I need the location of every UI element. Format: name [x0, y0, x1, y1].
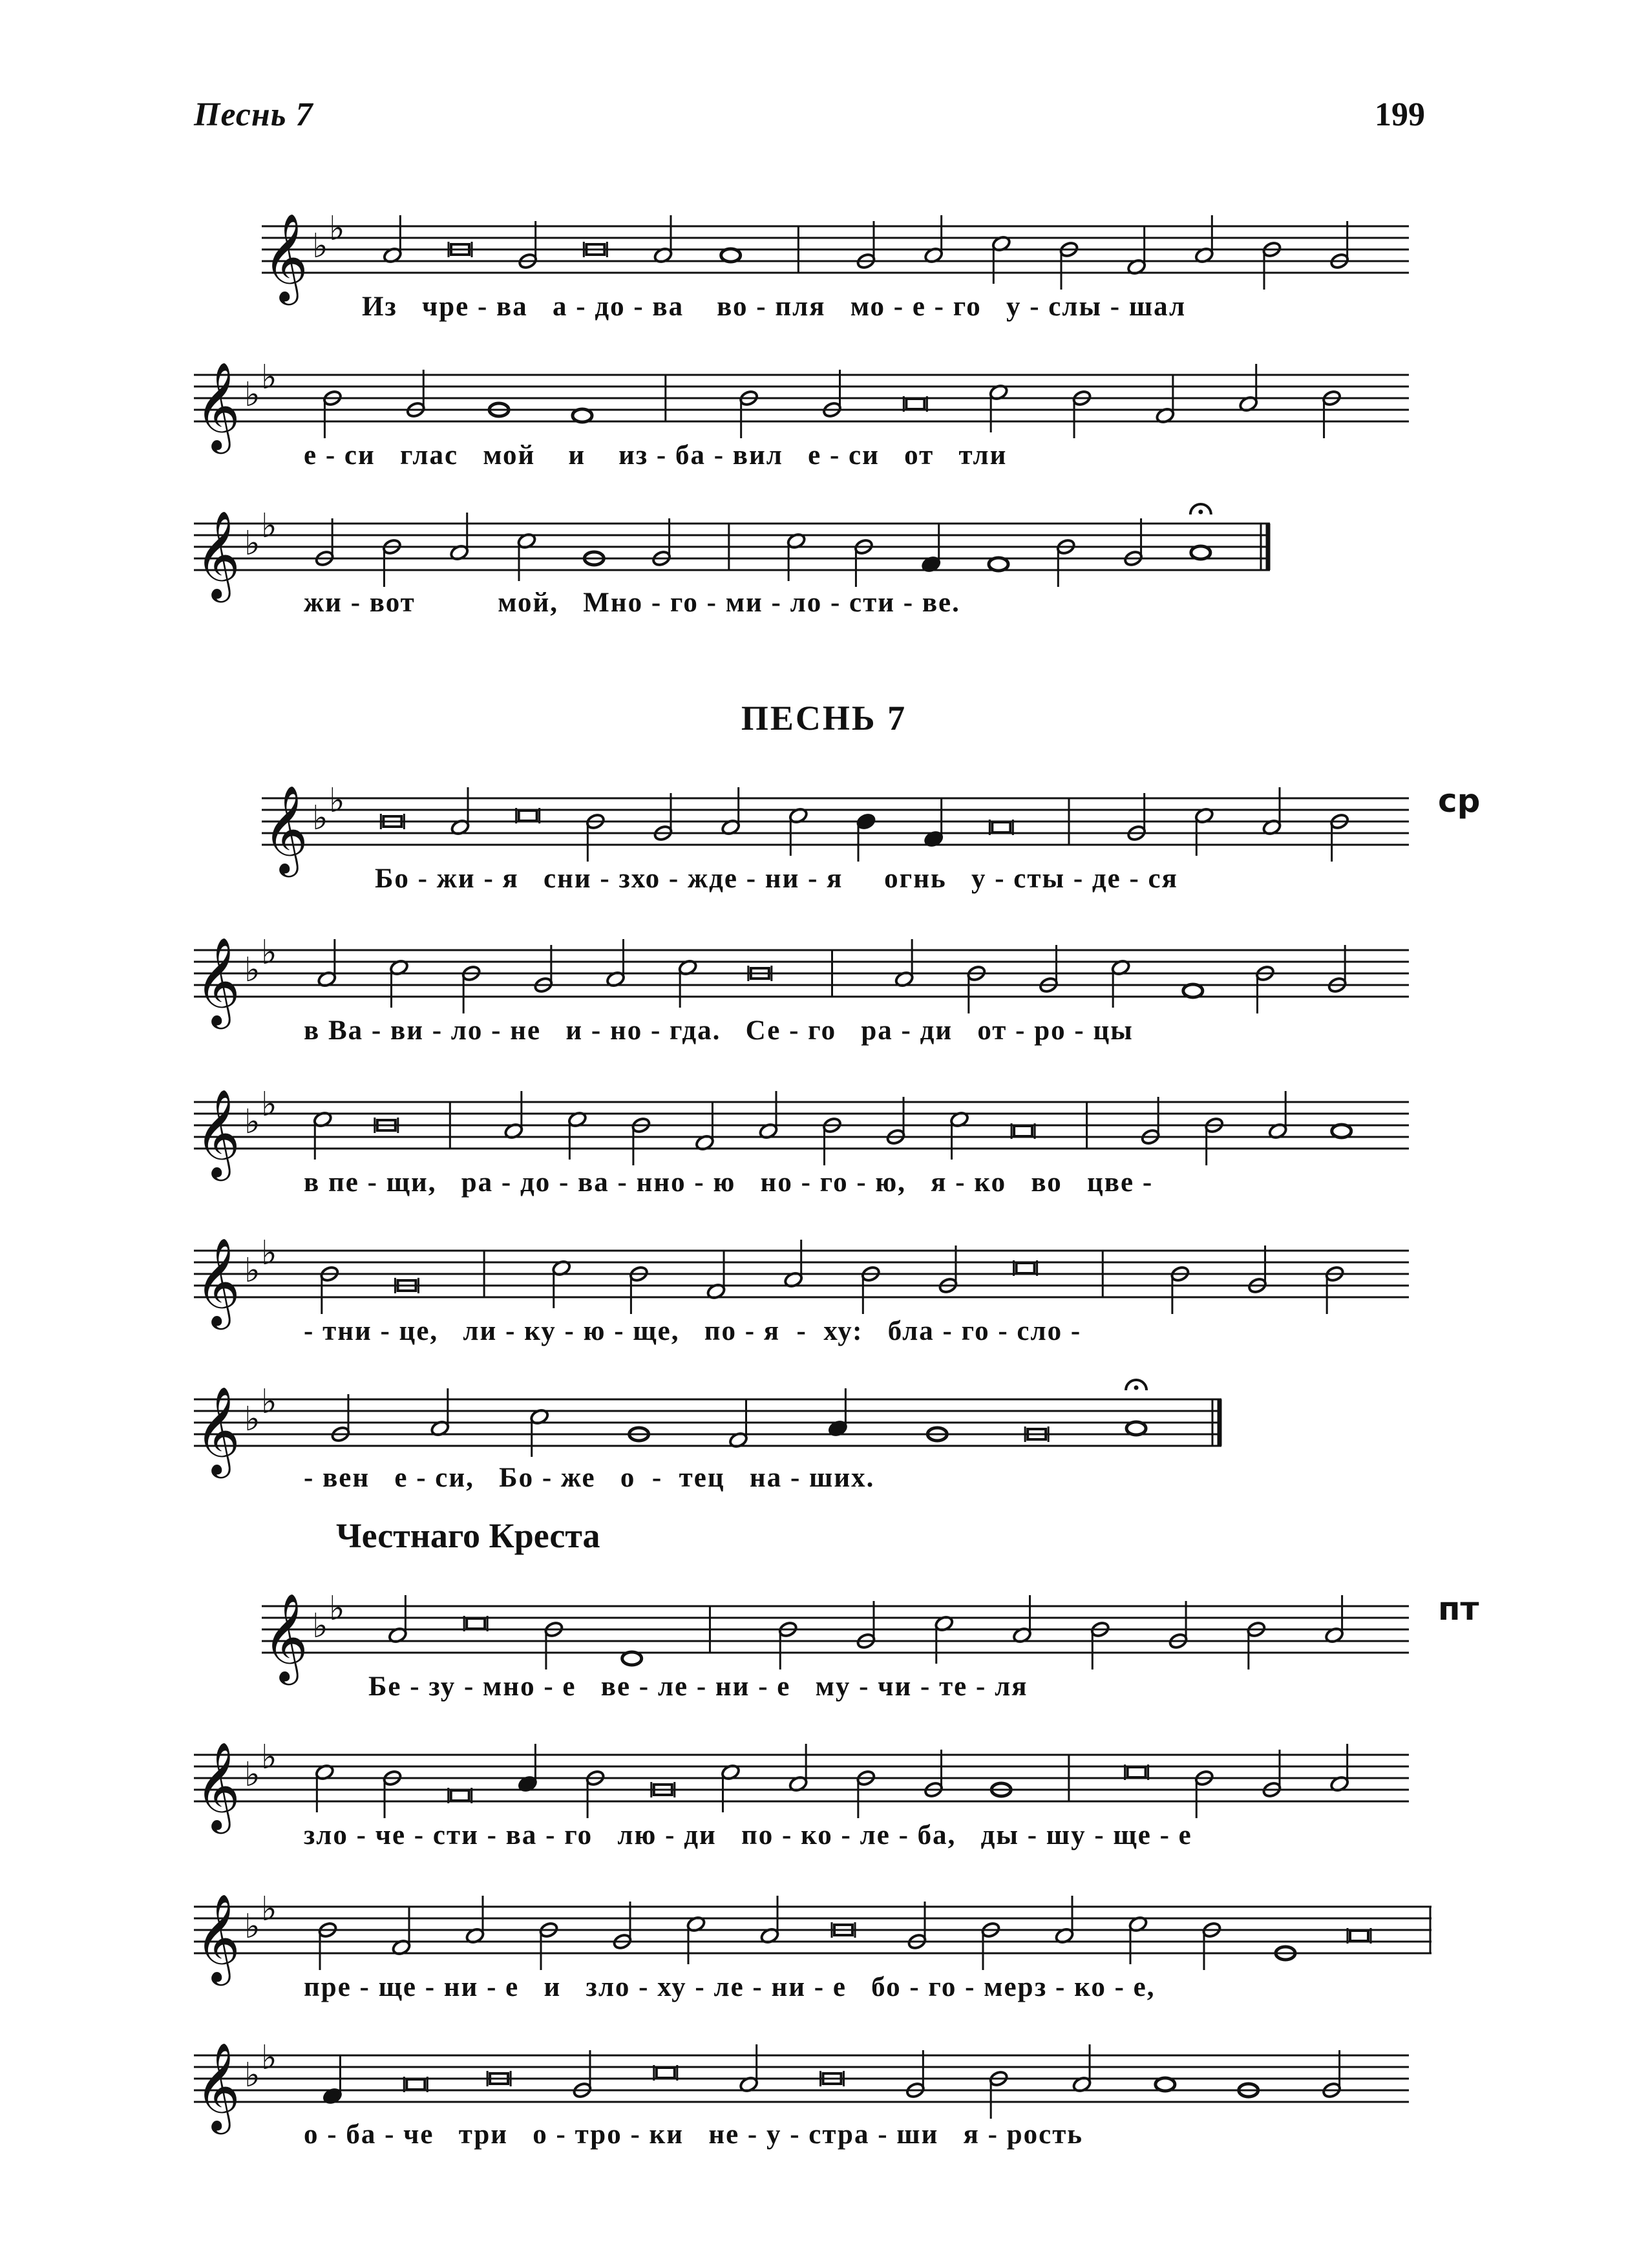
flat-icon: ♭ — [244, 1103, 260, 1141]
staff-system-2 — [194, 358, 1409, 450]
staff-system-5 — [194, 933, 1409, 1025]
whole-note — [721, 249, 741, 262]
subheading: Честнаго Креста — [336, 1516, 600, 1555]
staff-system-4 — [262, 781, 1409, 873]
staff-svg — [262, 209, 1409, 301]
fermata-dot — [1134, 1386, 1139, 1390]
staff-svg — [194, 933, 1409, 1025]
flat-icon: ♭ — [244, 1400, 260, 1439]
flat-icon: ♭ — [261, 1383, 277, 1421]
flat-icon: ♭ — [261, 1890, 277, 1929]
flat-icon: ♭ — [261, 2039, 277, 2077]
page-number: 199 — [1375, 96, 1425, 133]
flat-icon: ♭ — [312, 1607, 328, 1646]
staff-system-6 — [194, 1085, 1409, 1177]
staff-system-11 — [194, 1890, 1431, 1982]
flat-icon: ♭ — [244, 1251, 260, 1290]
flat-icon: ♭ — [244, 524, 260, 563]
breve-note — [992, 822, 1010, 832]
treble-clef-icon: 𝄞 — [195, 2041, 240, 2130]
lyric-line-5: в Ва - ви - ло - не и - но - гда. Се - го ра - ди от - ро - цы — [304, 1015, 1134, 1046]
flat-icon: ♭ — [329, 209, 345, 248]
treble-clef-icon: 𝄞 — [263, 784, 308, 873]
lyric-line-9: Бе - зу - мно - е ве - ле - ни - е му - чи - те - ля — [368, 1671, 1028, 1702]
flat-icon: ♭ — [312, 227, 328, 266]
treble-clef-icon: 𝄞 — [195, 1385, 240, 1474]
flat-icon: ♭ — [261, 507, 277, 546]
fermata-dot — [1198, 510, 1203, 514]
flat-icon: ♭ — [261, 1085, 277, 1124]
flat-icon: ♭ — [261, 1738, 277, 1777]
flat-icon: ♭ — [312, 799, 328, 838]
staff-svg — [194, 1234, 1409, 1326]
breve-note — [1350, 1931, 1368, 1941]
breve-note — [1128, 1767, 1146, 1777]
staff-system-8 — [194, 1383, 1221, 1474]
breve-note — [906, 399, 924, 409]
staff-svg — [262, 1589, 1409, 1681]
staff-system-12 — [194, 2039, 1409, 2130]
treble-clef-icon: 𝄞 — [195, 1236, 240, 1326]
breve-note — [451, 1790, 469, 1801]
flat-icon: ♭ — [244, 1755, 260, 1794]
treble-clef-icon: 𝄞 — [263, 1592, 308, 1681]
whole-note — [1126, 1422, 1146, 1435]
treble-clef-icon: 𝄞 — [195, 1741, 240, 1830]
flat-icon: ♭ — [244, 1907, 260, 1946]
running-head: Песнь 7 — [194, 96, 313, 133]
treble-clef-icon: 𝄞 — [195, 936, 240, 1025]
lyric-line-4: Бо - жи - я сни - зхо - жде - ни - я огнь у - сты - де - ся — [375, 864, 1178, 894]
whole-note — [1332, 1125, 1351, 1138]
treble-clef-icon: 𝄞 — [195, 361, 240, 450]
treble-clef-icon: 𝄞 — [263, 212, 308, 301]
treble-clef-icon: 𝄞 — [195, 1088, 240, 1177]
staff-svg — [194, 1085, 1409, 1177]
breve-note — [1014, 1126, 1032, 1136]
staff-svg — [262, 781, 1409, 873]
staff-svg — [194, 2039, 1409, 2130]
breve-note — [519, 811, 537, 821]
flat-icon: ♭ — [329, 781, 345, 820]
whole-note — [1183, 984, 1203, 997]
staff-system-7 — [194, 1234, 1409, 1326]
flat-icon: ♭ — [261, 358, 277, 397]
lyric-line-6: в пе - щи, ра - до - ва - нно - ю но - го - ю, я - ко во цве - — [304, 1167, 1154, 1198]
whole-note — [1191, 546, 1210, 559]
lyric-line-10: зло - че - сти - ва - го лю - ди по - ко - ле - ба, ды - шу - ще - е — [304, 1820, 1192, 1850]
lyric-line-8: - вен е - си, Бо - же о - тец на - ших. — [304, 1463, 875, 1493]
staff-system-9 — [262, 1589, 1409, 1681]
breve-note — [407, 2079, 425, 2090]
staff-svg — [194, 1383, 1221, 1474]
flat-icon: ♭ — [261, 933, 277, 972]
staff-svg — [194, 1890, 1431, 1982]
treble-clef-icon: 𝄞 — [195, 509, 240, 599]
margin-mark-pt: пт — [1438, 1590, 1479, 1627]
staff-system-1 — [262, 209, 1409, 301]
whole-note — [1156, 2078, 1175, 2091]
section-heading: ПЕСНЬ 7 — [741, 699, 907, 737]
flat-icon: ♭ — [329, 1589, 345, 1628]
lyric-line-1: Из чре - ва а - до - ва во - пля мо - е - го у - слы - шал — [362, 291, 1187, 322]
staff-svg — [194, 507, 1270, 599]
flat-icon: ♭ — [244, 376, 260, 414]
whole-note — [573, 409, 592, 422]
lyric-line-3: жи - вот мой, Мно - го - ми - ло - сти - ве. — [304, 588, 960, 618]
staff-system-10 — [194, 1738, 1409, 1830]
staff-svg — [194, 1738, 1409, 1830]
flat-icon: ♭ — [261, 1234, 277, 1273]
staff-svg — [194, 358, 1409, 450]
lyric-line-2: е - си глас мой и из - ба - вил е - си от тли — [304, 440, 1008, 471]
breve-note — [1017, 1263, 1035, 1273]
lyric-line-11: пре - ще - ни - е и зло - ху - ле - ни - е бо - го - мерз - ко - е, — [304, 1972, 1156, 2002]
flat-icon: ♭ — [244, 2056, 260, 2095]
breve-note — [657, 2068, 675, 2078]
flat-icon: ♭ — [244, 951, 260, 990]
lyric-line-12: о - ба - че три о - тро - ки не - у - стра - ши я - рость — [304, 2119, 1084, 2150]
treble-clef-icon: 𝄞 — [195, 1892, 240, 1982]
margin-mark-sr: ср — [1438, 782, 1481, 820]
breve-note — [467, 1618, 485, 1629]
lyric-line-7: - тни - це, ли - ку - ю - ще, по - я - ху: бла - го - сло - — [304, 1316, 1082, 1346]
whole-note — [622, 1652, 642, 1665]
whole-note — [989, 558, 1008, 571]
staff-system-3 — [194, 507, 1270, 599]
